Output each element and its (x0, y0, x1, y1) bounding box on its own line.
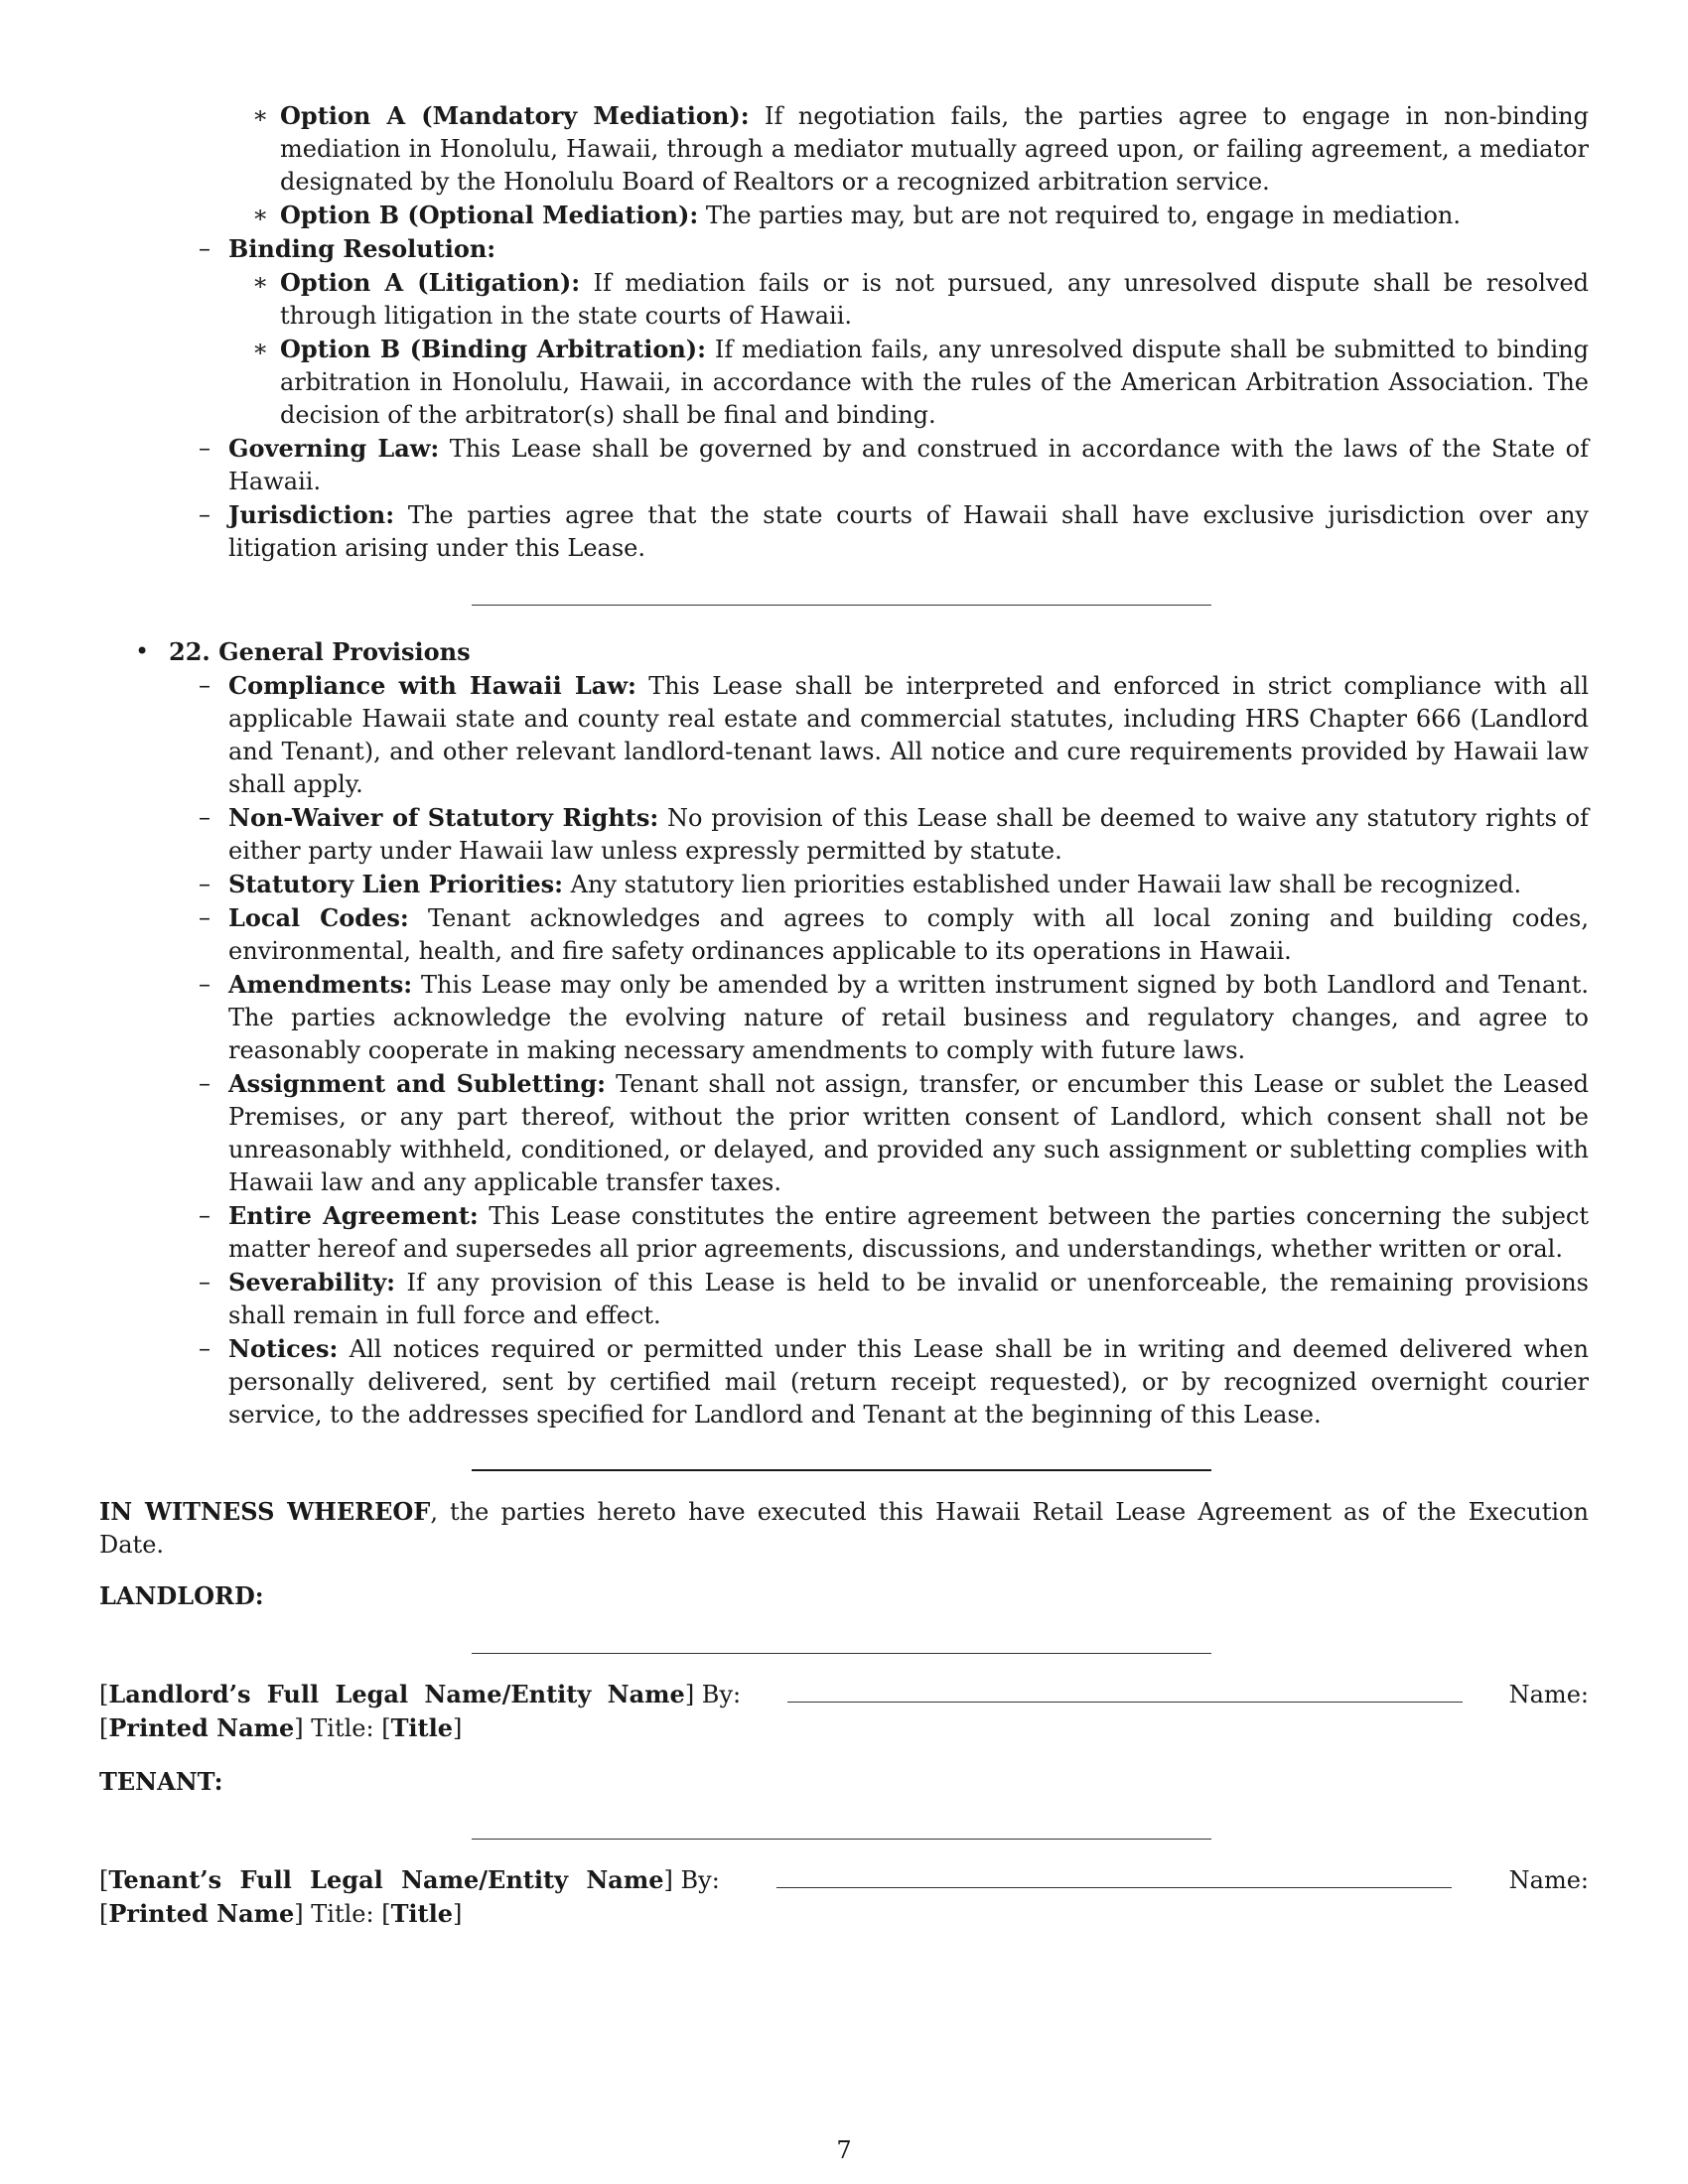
tenant-name-field[interactable] (99, 1863, 720, 1897)
provision-label: Non-Waiver of Statutory Rights: (228, 803, 659, 832)
general-provisions-list (99, 669, 1589, 1432)
by-label: ] By: (684, 1681, 742, 1708)
placeholder: Landlord’s Full Legal Name/Entity Name (108, 1680, 685, 1708)
landlord-by-line[interactable] (787, 1678, 1463, 1703)
landlord-signature-line (472, 1653, 1211, 1654)
section-text: This Lease shall be governed by and construed in accordance with the laws of the State of Hawaii. (228, 435, 1589, 495)
bracket: ] (453, 1900, 463, 1928)
bracket: [ (99, 1866, 109, 1894)
list-item (99, 1199, 1589, 1266)
section-label: Governing Law: (228, 434, 440, 463)
option-text: If mediation fails, any unresolved dispute shall be submitted to binding arbitration in Honolulu, Hawaii, in accordance with the rules of the American Arbitration Association. The decision of the arbitrator(s) shall be final and binding. (280, 336, 1590, 429)
provision-text: This Lease shall be interpreted and enforced in strict compliance with all applicable Hawaii state and county real estate and commercial statutes, including HRS Chapter 666 (Landlord and Tenant), and other relevant landlord-tenant laws. All notice and cure requirements provided by Hawaii law shall apply. (228, 672, 1590, 798)
list-item (99, 669, 1589, 801)
dispute-resolution-list (99, 99, 1589, 232)
provision-label: Notices: (228, 1334, 339, 1363)
provision-text: This Lease may only be amended by a written instrument signed by both Landlord and Tenant. The parties acknowledge the evolving nature of retail business and regulatory changes, and agree to reasonably cooperate in making necessary amendments to comply with future laws. (228, 971, 1589, 1064)
binding-resolution-list (99, 232, 1589, 565)
bracket: ] (453, 1714, 463, 1742)
option-label: Option B (Binding Arbitration): (280, 335, 706, 363)
provision-text: If any provision of this Lease is held to be invalid or unenforceable, the remaining provisions shall remain in full force and effect. (228, 1269, 1589, 1329)
title-label: ] Title: [ (294, 1900, 391, 1928)
tenant-heading (99, 1765, 1589, 1799)
landlord-signature-block (99, 1678, 1589, 1711)
section-label: Binding Resolution: (228, 234, 496, 263)
tenant-heading-text: TENANT: (99, 1767, 223, 1796)
list-item (99, 968, 1589, 1067)
provision-label: Compliance with Hawaii Law: (228, 671, 636, 700)
list-item (99, 199, 1589, 232)
section-title: 22. General Provisions (169, 637, 471, 666)
option-text: If negotiation fails, the parties agree to engage in non-binding mediation in Honolulu, Hawaii, through a mediator mutually agreed upon, or failing agreement, a mediator designated by the Honolulu Board of Realtors or a recognized arbitration service. (280, 102, 1589, 196)
name-label: Name: (1508, 1681, 1589, 1708)
document-page (99, 99, 1589, 1931)
mediation-item (99, 99, 1589, 232)
placeholder: Printed Name (108, 1713, 295, 1742)
provision-label: Entire Agreement: (228, 1201, 479, 1230)
provision-text: This Lease constitutes the entire agreement between the parties concerning the subject matter hereof and supersedes all prior agreements, discussions, and understandings, whether written or oral. (228, 1202, 1590, 1263)
provision-text: All notices required or permitted under this Lease shall be in writing and deemed delivered when personally delivered, sent by certified mail (return receipt requested), or by recognized overnight courier service, to the addresses specified for Landlord and Tenant at the beginning of this Lease. (228, 1335, 1589, 1429)
list-item (99, 333, 1589, 432)
option-label: Option A (Litigation): (280, 268, 581, 297)
list-item (99, 801, 1589, 868)
provision-label: Assignment and Subletting: (228, 1069, 606, 1098)
bracket: [ (99, 1681, 109, 1708)
divider (472, 605, 1211, 606)
provision-label: Amendments: (228, 970, 413, 999)
binding-resolution-item (99, 232, 1589, 432)
page-number: 7 (836, 2136, 852, 2164)
placeholder: Title (390, 1899, 454, 1928)
list-item (99, 868, 1589, 901)
provision-text: Tenant shall not assign, transfer, or encumber this Lease or sublet the Leased Premises, or any part thereof, without the prior written consent of Landlord, which consent shall not be unreasonably withheld, conditioned, or delayed, and provided any such assignment or subletting complies with Hawaii law and any applicable transfer taxes. (228, 1070, 1590, 1196)
binding-options (99, 266, 1589, 432)
list-item (99, 1332, 1589, 1432)
section-label: Jurisdiction: (228, 500, 395, 529)
provision-label: Severability: (228, 1268, 396, 1297)
governing-law-item (99, 432, 1589, 498)
option-text: The parties may, but are not required to, engage in mediation. (698, 202, 1461, 229)
landlord-title-line: [Printed Name] Title: [Title] (99, 1713, 463, 1742)
section-22 (99, 635, 1589, 1432)
placeholder: Tenant’s Full Legal Name/Entity Name (108, 1865, 664, 1894)
title-label: ] Title: [ (294, 1714, 391, 1742)
landlord-heading (99, 1579, 1589, 1613)
tenant-signature-block (99, 1863, 1589, 1897)
provision-label: Statutory Lien Priorities: (228, 870, 564, 898)
by-label: ] By: (663, 1866, 720, 1894)
placeholder: Printed Name (108, 1899, 295, 1928)
provision-text: Tenant acknowledges and agrees to comply with all local zoning and building codes, environmental, health, and fire safety ordinances applicable to its operations in Hawaii. (228, 904, 1589, 965)
list-item (99, 1067, 1589, 1199)
placeholder: Title (390, 1713, 454, 1742)
tenant-title-line: [Printed Name] Title: [Title] (99, 1899, 463, 1928)
landlord-name-field[interactable] (99, 1678, 741, 1711)
list-item (99, 901, 1589, 968)
section-text: The parties agree that the state courts of Hawaii shall have exclusive jurisdiction over any litigation arising under this Lease. (228, 501, 1589, 562)
option-label: Option B (Optional Mediation): (280, 201, 699, 229)
jurisdiction-item (99, 498, 1589, 565)
option-text: If mediation fails or is not pursued, any unresolved dispute shall be resolved through litigation in the state courts of Hawaii. (280, 269, 1590, 330)
witness-clause (99, 1495, 1589, 1562)
name-label: Name: (1508, 1866, 1589, 1894)
tenant-signature-line (472, 1839, 1211, 1840)
witness-text: , the parties hereto have executed this Hawaii Retail Lease Agreement as of the Execution Date. (99, 1498, 1589, 1559)
provision-text: Any statutory lien priorities established under Hawaii law shall be recognized. (563, 871, 1522, 898)
provision-label: Local Codes: (228, 903, 409, 932)
mediation-options (99, 99, 1589, 232)
tenant-by-line[interactable] (776, 1863, 1452, 1888)
witness-bold: IN WITNESS WHEREOF (99, 1497, 431, 1526)
section-22-list (99, 635, 1589, 1432)
list-item (99, 266, 1589, 333)
list-item (99, 1266, 1589, 1332)
landlord-heading-text: LANDLORD: (99, 1581, 264, 1610)
list-item (99, 99, 1589, 199)
divider (472, 1469, 1211, 1471)
provision-text: No provision of this Lease shall be deemed to waive any statutory rights of either party under Hawaii law unless expressly permitted by statute. (228, 804, 1589, 865)
option-label: Option A (Mandatory Mediation): (280, 101, 750, 130)
